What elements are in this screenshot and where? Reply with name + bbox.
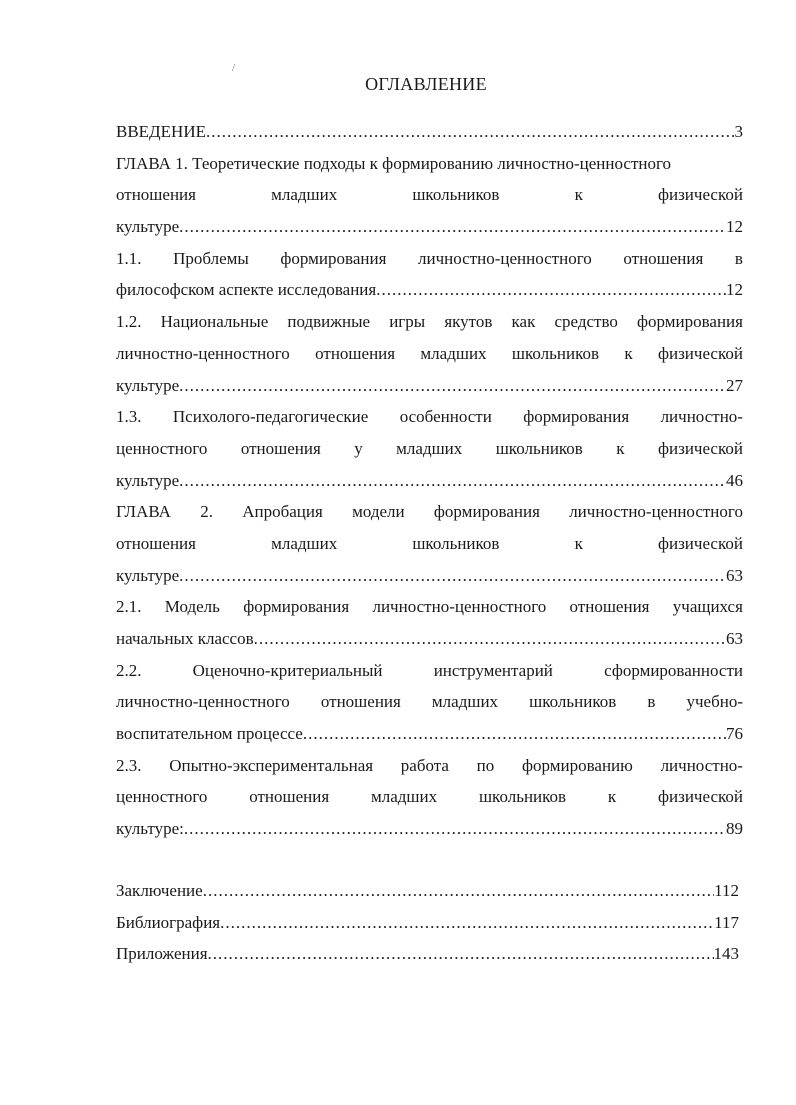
dot-leader xyxy=(303,718,726,750)
toc-page-number: 12 xyxy=(726,217,743,237)
toc-word: личностно- xyxy=(660,407,743,427)
toc-word: 2. xyxy=(200,502,213,522)
toc-word: к xyxy=(607,787,617,807)
dot-leader xyxy=(376,274,726,306)
toc-word: средство xyxy=(554,312,618,332)
toc-word: физической xyxy=(658,787,743,807)
toc-word: ценностного xyxy=(116,787,208,807)
toc-word: особенности xyxy=(399,407,492,427)
toc-entry-line xyxy=(116,686,743,718)
toc-word: формирования xyxy=(637,312,743,332)
toc-word: в xyxy=(734,248,743,268)
toc-word: якутов xyxy=(444,312,493,332)
toc-word: отношения xyxy=(116,185,196,205)
toc-word: к xyxy=(574,185,583,205)
toc-word: 2.1. xyxy=(116,597,142,617)
toc-page-number: 27 xyxy=(726,375,743,395)
toc-word: младших xyxy=(271,185,338,205)
toc-entry-line[interactable] xyxy=(116,560,743,592)
toc-entry-line xyxy=(116,655,743,687)
toc-word: по xyxy=(476,755,495,775)
toc-entry[interactable] xyxy=(116,148,743,243)
toc-word: отношения xyxy=(249,787,330,807)
toc-word: отношения xyxy=(315,343,396,363)
toc-entry-line[interactable] xyxy=(116,465,743,497)
toc-word: формирования xyxy=(243,597,350,617)
toc-entry-title: культуре xyxy=(116,375,180,395)
toc-word: личностно-ценностного xyxy=(417,248,592,268)
toc-entry-line xyxy=(116,591,743,623)
toc-word: формирования xyxy=(433,502,540,522)
toc-word: младших xyxy=(271,533,338,553)
toc-entry[interactable] xyxy=(116,907,743,939)
toc-word: школьников xyxy=(412,185,500,205)
toc-word: к xyxy=(624,343,633,363)
toc-word: отношения xyxy=(623,248,704,268)
toc-entry-line xyxy=(116,528,743,560)
toc-page-number: 117 xyxy=(714,912,739,932)
toc-entry[interactable] xyxy=(116,401,743,496)
table-of-contents xyxy=(116,116,743,970)
toc-entry[interactable] xyxy=(116,750,743,845)
toc-entry[interactable] xyxy=(116,875,743,907)
toc-word: в xyxy=(647,692,656,712)
toc-entry-line[interactable] xyxy=(116,370,743,402)
toc-entry-title: Библиография xyxy=(116,912,221,932)
scan-speck: / xyxy=(232,62,236,74)
toc-word: отношения xyxy=(569,597,650,617)
toc-word: сформированности xyxy=(604,660,743,680)
toc-entry-line xyxy=(116,401,743,433)
toc-page-number: 12 xyxy=(726,280,743,300)
toc-word: подвижные xyxy=(287,312,371,332)
toc-entry[interactable] xyxy=(116,655,743,750)
toc-entry-title: начальных классов xyxy=(116,629,254,648)
toc-entry-title: культуре xyxy=(116,217,180,237)
toc-entry-line: ГЛАВА 1. Теоретические подходы к формированию личностно-ценностного xyxy=(116,153,672,173)
toc-word: школьников xyxy=(495,438,583,458)
toc-entry-line[interactable] xyxy=(116,623,743,655)
toc-word: Опытно-экспериментальная xyxy=(169,755,374,775)
toc-entry-line xyxy=(116,338,743,370)
toc-word: личностно-ценностного xyxy=(372,597,547,617)
toc-entry-line[interactable] xyxy=(116,274,743,306)
toc-word: ценностного xyxy=(116,438,208,458)
toc-word: 1.2. xyxy=(116,312,142,332)
toc-entry-line[interactable] xyxy=(116,938,739,970)
toc-word: формирования xyxy=(523,407,630,427)
toc-entry[interactable] xyxy=(116,306,743,401)
toc-word: младших xyxy=(431,692,499,712)
toc-word: инструментарий xyxy=(433,660,553,680)
toc-entry-line xyxy=(116,179,743,211)
toc-word: игры xyxy=(389,312,426,332)
toc-entry-title: культуре xyxy=(116,565,180,585)
page-title: ОГЛАВЛЕНИЕ xyxy=(365,74,487,94)
toc-entry-line[interactable] xyxy=(116,907,739,939)
toc-entry-line xyxy=(116,433,743,465)
toc-word: учащихся xyxy=(672,597,743,617)
toc-entry[interactable] xyxy=(116,116,743,148)
toc-entry-line[interactable] xyxy=(116,718,743,750)
toc-word: Модель xyxy=(164,597,220,617)
toc-page-number: 63 xyxy=(726,565,743,585)
toc-entry-line xyxy=(116,306,743,338)
toc-word: 2.2. xyxy=(116,660,142,680)
toc-entry[interactable] xyxy=(116,938,743,970)
toc-entry-line[interactable] xyxy=(116,875,739,907)
toc-page-number: 63 xyxy=(726,629,743,648)
toc-word: к xyxy=(616,438,625,458)
toc-entry-title: культуре xyxy=(116,470,180,490)
toc-entry-line xyxy=(116,781,743,813)
toc-entry-line[interactable] xyxy=(116,211,743,243)
toc-word: личностно- xyxy=(660,755,743,775)
toc-entry-line xyxy=(116,243,743,275)
dot-leader xyxy=(179,465,726,497)
toc-word: младших xyxy=(420,343,487,363)
toc-word: учебно- xyxy=(686,692,743,712)
toc-page-number: 112 xyxy=(714,880,739,900)
toc-word: физической xyxy=(657,185,743,205)
toc-entry-title: культуре: xyxy=(116,819,184,839)
toc-word: ГЛАВА xyxy=(116,502,171,522)
toc-word: Психолого-педагогические xyxy=(172,407,369,427)
toc-word: Оценочно-критериальный xyxy=(192,660,383,680)
toc-word: школьников xyxy=(412,533,500,553)
toc-word: отношения xyxy=(240,438,321,458)
toc-entry-title: ВВЕДЕНИЕ xyxy=(116,122,206,141)
toc-entry[interactable] xyxy=(116,496,743,591)
dot-leader xyxy=(184,813,726,845)
toc-word: младших xyxy=(396,438,463,458)
toc-word: Апробация xyxy=(242,502,323,522)
toc-word: личностно-ценностного xyxy=(116,343,290,363)
toc-word: школьников xyxy=(529,692,617,712)
toc-word: как xyxy=(511,312,536,332)
toc-word: 2.3. xyxy=(116,755,142,775)
toc-page-number: 89 xyxy=(726,819,743,839)
toc-word: формирования xyxy=(280,248,387,268)
dot-leader xyxy=(179,370,726,402)
dot-leader xyxy=(254,623,726,655)
toc-word: отношения xyxy=(320,692,401,712)
toc-word: физической xyxy=(657,343,743,363)
toc-entry[interactable] xyxy=(116,591,743,654)
toc-page-number: 76 xyxy=(726,724,743,744)
toc-word: физической xyxy=(657,533,743,553)
toc-word: личностно-ценностного xyxy=(116,692,290,712)
toc-page-number: 3 xyxy=(734,122,743,141)
toc-word: Проблемы xyxy=(173,248,249,268)
dot-leader xyxy=(208,938,714,970)
toc-word: к xyxy=(574,533,583,553)
toc-word: школьников xyxy=(511,343,600,363)
toc-entry-title: воспитательном процессе xyxy=(116,724,303,744)
toc-entry-line[interactable] xyxy=(116,116,743,148)
toc-word: школьников xyxy=(478,787,567,807)
toc-entry-line xyxy=(116,496,743,528)
toc-entry-line[interactable] xyxy=(116,813,743,845)
toc-word: у xyxy=(354,438,363,458)
toc-word: Национальные xyxy=(160,312,269,332)
dot-leader xyxy=(179,211,726,243)
toc-page-number: 143 xyxy=(713,944,739,964)
toc-word: физической xyxy=(657,438,743,458)
toc-word: младших xyxy=(371,787,438,807)
section-gap xyxy=(116,845,743,875)
dot-leader xyxy=(220,907,714,939)
toc-entry-title: Приложения xyxy=(116,944,208,964)
toc-entry-line xyxy=(116,750,743,782)
toc-entry-title: Заключение xyxy=(116,880,203,900)
toc-word: 1.3. xyxy=(116,407,142,427)
dot-leader xyxy=(179,560,726,592)
toc-word: формированию xyxy=(521,755,633,775)
toc-entry-title: философском аспекте исследования xyxy=(116,280,377,300)
toc-word: отношения xyxy=(116,533,196,553)
toc-entry[interactable] xyxy=(116,243,743,306)
toc-word: работа xyxy=(400,755,449,775)
toc-word: модели xyxy=(352,502,405,522)
toc-word: личностно-ценностного xyxy=(569,502,743,522)
dot-leader xyxy=(203,875,714,907)
dot-leader xyxy=(206,116,735,148)
toc-page-number: 46 xyxy=(726,470,743,490)
toc-word: 1.1. xyxy=(116,248,142,268)
